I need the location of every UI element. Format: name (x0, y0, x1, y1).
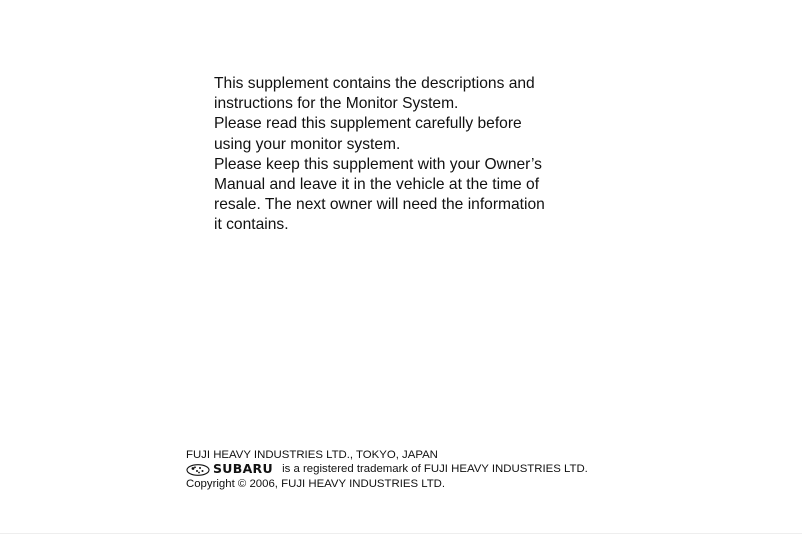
subaru-emblem-icon (186, 464, 210, 476)
intro-line: Please keep this supplement with your Owner’s (214, 155, 542, 173)
intro-line: Manual and leave it in the vehicle at the time of (214, 176, 540, 194)
copyright-line: Copyright © 2006, FUJI HEAVY INDUSTRIES LTD. (186, 478, 446, 491)
intro-line: resale. The next owner will need the information (214, 196, 545, 214)
supplement-intro (214, 74, 614, 236)
subaru-logo (186, 462, 273, 476)
page-edge-divider (0, 533, 802, 534)
intro-line: instructions for the Monitor System. (214, 95, 459, 113)
intro-line: using your monitor system. (214, 135, 401, 153)
footer (186, 448, 588, 491)
company-line: FUJI HEAVY INDUSTRIES LTD., TOKYO, JAPAN (186, 449, 438, 461)
subaru-wordmark: SUBARU (213, 461, 273, 477)
intro-line: This supplement contains the descriptions and (214, 75, 535, 92)
intro-line: Please read this supplement carefully before (214, 115, 522, 133)
trademark-line (186, 462, 588, 477)
intro-line: it contains. (214, 216, 289, 234)
trademark-text: is a registered trademark of FUJI HEAVY INDUSTRIES LTD. (282, 463, 588, 476)
